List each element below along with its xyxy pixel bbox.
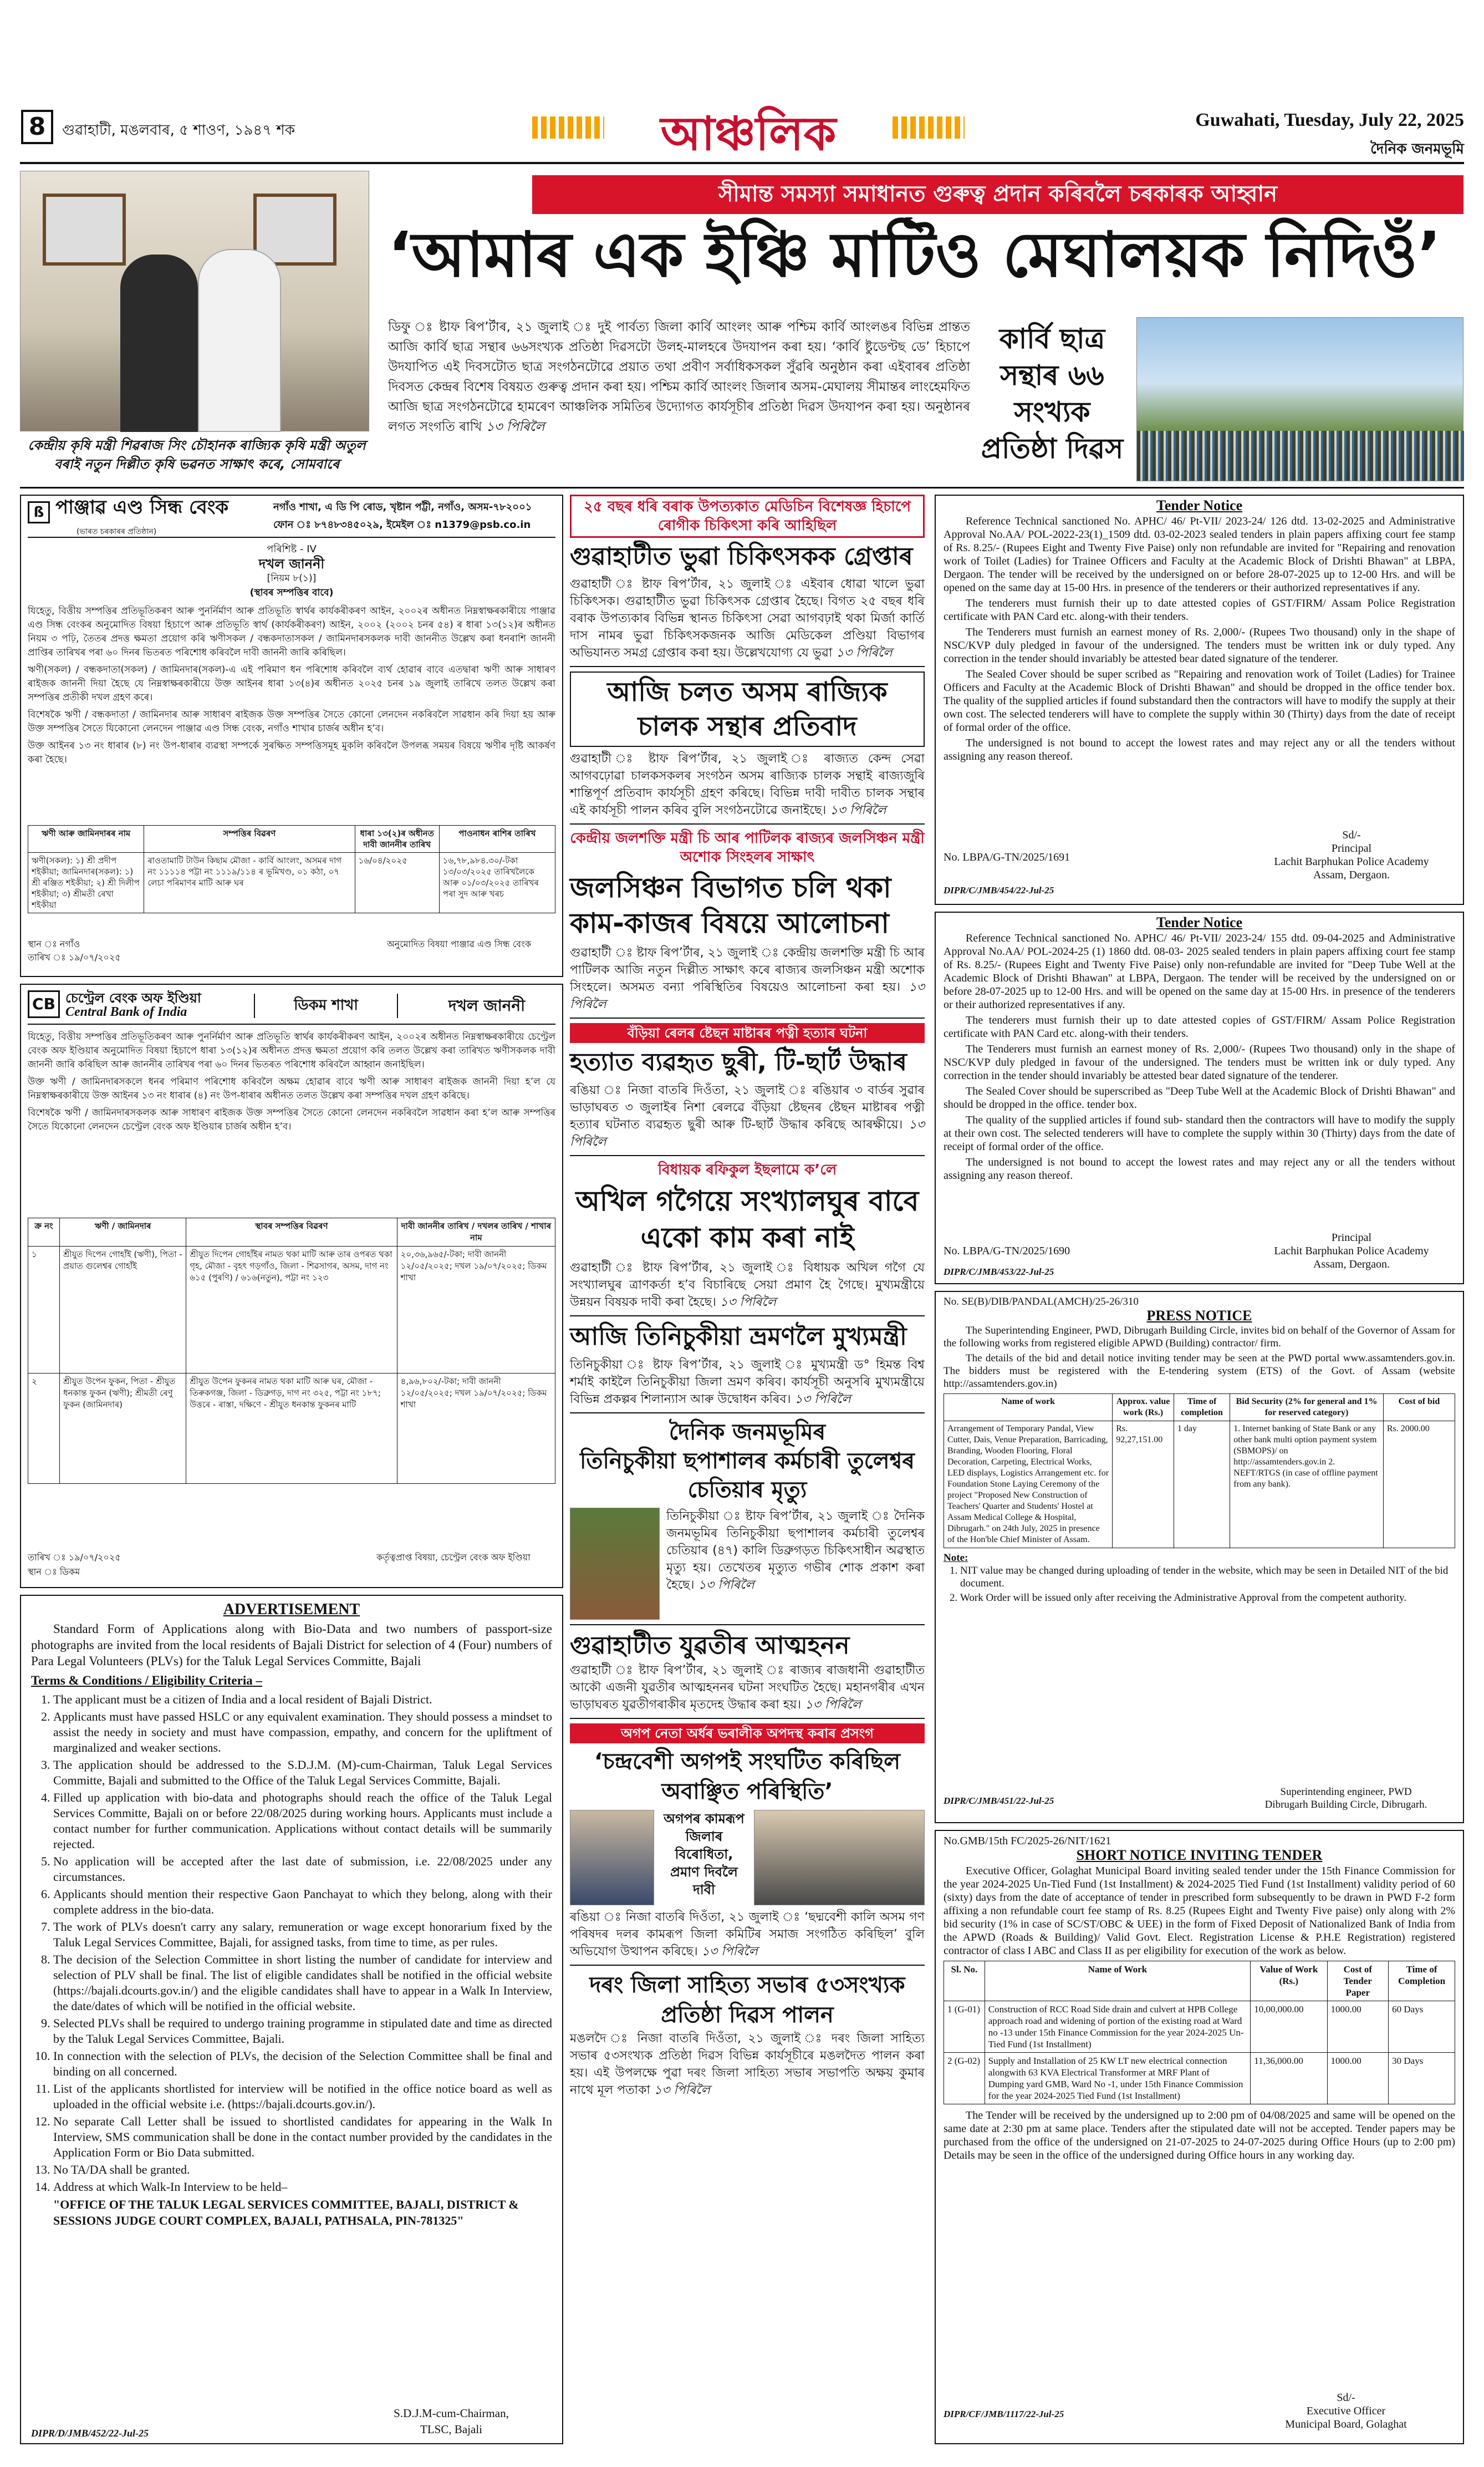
bank1-branch: নগাঁও শাখা, এ ডি পি ৰোড, খৃষ্টান পট্টী, নগাঁও, অসম-৭৮২০০১ xyxy=(273,501,532,513)
advert-terms-list xyxy=(31,1692,552,2195)
short-body: Executive Officer, Golaghat Municipal Board inviting sealed tender under the 15th Finance Commission for the year 2024-2025 Un-Tied Fund (1st Installment) & 2024-2025 Tied Fund (1st Installment) validity period of 60 (sixty) days from the date of acceptance of tender in prescribed form subsequently to be drawn in PWD F-2 form affixing a non refundable court fee stamp of Rs. 8.25 (Rupees Eight and Twenty Five paise) only along with 2% bid security (1% in case of SC/ST/OBC & UEE) in the form of Fixed Deposit of Nationalized Bank of India from the APWD (Roads & Building)/ Valid Govt. Elect. Registration License & P.H.E Registration) registered contractor of class I ABC and Class II as per eligibility for execution of the work as below. xyxy=(944,1865,1455,1957)
news-kicker: কেন্দ্ৰীয় জলশক্তি মন্ত্ৰী চি আৰ পাটিলক ৰাজ্যৰ জলসিঞ্চন মন্ত্ৰী অশোক সিংহলৰ সাক্ষাৎ xyxy=(570,830,925,866)
tender1-p2: The tenderers must furnish their up to date attested copies of GST/FIRM/ Assam Police Registration certificate with PAN Card etc. along-with their tenders. xyxy=(944,597,1455,623)
short-th-cost: Cost of Tender Paper xyxy=(1327,1961,1389,2001)
short-sign: Municipal Board, Golaghat xyxy=(1285,2418,1407,2430)
bank1-date: তাৰিখ ঃ ১৯/০৭/২০২৫ xyxy=(28,952,121,963)
short-row1-cost: 1000.00 xyxy=(1327,2001,1389,2053)
press-ref: No. SE(B)/DIB/PANDAL(AMCH)/25-26/310 xyxy=(944,1296,1139,1308)
short-th-time: Time of Completion xyxy=(1389,1961,1455,2001)
press-sign: Dibrugarh Building Circle, Dibrugarh. xyxy=(1264,1799,1427,1810)
news-headline: হত্যাত ব্যৱহৃত ছুৰী, টি-ছাৰ্ট উদ্ধাৰ xyxy=(570,1048,907,1076)
bank1-rule: [নিয়ম ৮(১)] xyxy=(267,573,317,584)
bank1-logo: ß xyxy=(28,501,50,523)
tender2-sign: Assam, Dergaon. xyxy=(1313,1258,1390,1270)
lead-photo-caption: কেন্দ্ৰীয় কৃষি মন্ত্ৰী শিৱৰাজ সিং চৌহানক ৰাজ্যিক কৃষি মন্ত্ৰী অতুল বৰাই নতুন দিল্লীত কৃষি ভৱনত সাক্ষাৎ কৰে, সোমবাৰে xyxy=(28,438,366,472)
list-item: 14. Address at which Walk-In Interview to be held– xyxy=(53,2179,552,2195)
tender2-p5: The quality of the supplied articles if found sub- standard then the contractors will have to modify the supply at their own cost. The selected tenderers will have to complete the supply within 30 (Thirty) days from the date of receipt of formal order of the office. xyxy=(944,1114,1455,1153)
lead-divider xyxy=(20,487,1464,489)
press-th-time: Time of completion xyxy=(1174,1394,1230,1421)
news-kicker: ২৫ বছৰ ধৰি বৰাক উপত্যকাত মেডিচিন বিশেষজ্ঞ হিচাপে ৰোগীক চিকিৎসা কৰি আহিছিল xyxy=(570,495,925,538)
tender2-ref: No. LBPA/G-TN/2025/1690 xyxy=(944,1245,1070,1257)
press-sign: Superintending engineer, PWD xyxy=(1280,1786,1412,1798)
short-row2-time: 30 Days xyxy=(1389,2053,1455,2104)
tender1-sign: Sd/- xyxy=(1342,829,1361,841)
tender2-sign: Principal xyxy=(1331,1232,1372,1244)
press-th-value: Approx. value work (Rs.) xyxy=(1113,1394,1174,1421)
table-row xyxy=(944,2053,1455,2104)
news-kicker: অগপ নেতা অৰ্ধৰ ভৰালীক অপদস্থ কৰাৰ প্ৰসংগ xyxy=(570,1723,925,1743)
bank2-row2-sl: ২ xyxy=(28,1374,60,1484)
list-item: 13. No TA/DA shall be granted. xyxy=(53,2162,552,2178)
bank1-subname: (ভাৰত চৰকাৰৰ প্ৰতিষ্ঠান) xyxy=(77,527,157,536)
news-headline: ‘চন্দ্ৰবেশী অগপই সংঘটিত কৰিছিল অবাঞ্ছিত পৰিস্থিতি’ xyxy=(594,1749,901,1804)
lead-kicker: সীমান্ত সমস্যা সমাধানত গুৰুত্ব প্ৰদান কৰিবলৈ চৰকাৰক আহ্বান xyxy=(532,175,1463,214)
list-item: 8. The decision of the Selection Committee in short listing the number of candidate for interview and selection of PLV shall be final. The list of eligible candidates shall be notified in the official website (https://bajali.dcourts.gov.in/) and the eligible candidates shall have to appear in a Walk In Interview, the date/dates of which will be notified in the official website. xyxy=(53,1952,552,2014)
short-row2-value: 11,36,000.00 xyxy=(1251,2053,1327,2104)
tender-notice-2 xyxy=(935,912,1464,1284)
list-item: 7. The work of PLVs doesn't carry any salary, remuneration or wage except honorarium fixed by the Taluk Legal Services Committee, Bajali, for assigned tasks, from time to time, as per rules. xyxy=(53,1919,552,1950)
press-work: Arrangement of Temporary Pandal, View Cutter, Dais, Venue Preparation, Barricading, Branding, Wooden Flooring, Floral Decoration, Carpeting, Electrical Works, LED displays, Logistics Arrangement etc. for Foundation Stone Laying Ceremony of the project "Proposed New Construction of Teachers' Quarter and Students' Hostel at Assam Medical College & Hospital, Dibrugarh." on 24th July, 2025 in presence of the Hon'ble Chief Minister of Assam. xyxy=(944,1421,1113,1548)
press-body2: The details of the bid and detail notice inviting tender may be seen at the PWD portal www.assamtenders.gov.in. The bidders must be registered with the E-tendering system (ETS) of the Govt. of Assam (website http://assamtenders.gov.in) xyxy=(944,1352,1455,1390)
paper-name: দৈনিক জনমভূমি xyxy=(1370,141,1464,157)
list-item: 12. No separate Call Letter shall be issued to shortlisted candidates for appearing in the Walk In Interview, SMS communication shall be done in the contact number provided by the candidates in the Application Form or Bio Data submitted. xyxy=(53,2114,552,2160)
news-headline: জলসিঞ্চন বিভাগত চলি থকা কাম-কাজৰ বিষয়ে আলোচনা xyxy=(570,872,891,939)
short-th-sl: Sl. No. xyxy=(944,1961,985,2001)
news-kicker: বঁড়িয়া ৰেলৰ ষ্টেছন মাষ্টাৰৰ পত্নী হত্যাৰ ঘটনা xyxy=(570,1023,925,1043)
bank2-row1-sl: ১ xyxy=(28,1247,60,1374)
short-sign: Executive Officer xyxy=(1306,2405,1386,2417)
list-item: 5. No application will be accepted after the last date of submission, i.e. 22/08/2025 under any circumstances. xyxy=(53,1854,552,1885)
tender1-body: Reference Technical sanctioned No. APHC/ 46/ Pt-VII/ 2023-24/ 126 dtd. 13-02-2025 and Administrative Approval No.AA/ POL-2022-23(1)_1509 dtd. 03-02-2023 sealed tenders in plain papers affixing court fee stamp of Rs. 8.25/- (Rupees Eight and Twenty Five Paise) only non refundable are invited for "Repairing and renovation work of Toilet (Ladies) for Trainee Officers and Faculty at the Academic Block of Drishti Bhawan" at LBPA, Dergaon. The tender will be received by the undersigned on or before 28-07-2025 up to 12-00 Hrs. and will be opened on the same day at 15-00 Hrs. in presence of the tenderers or their authorized representatives if any. xyxy=(944,515,1455,594)
press-body: The Superintending Engineer, PWD, Dibrugarh Building Circle, invites bid on behalf of the Governor of Assam for the following works from registered eligible APWD (Building) contractor/ firm. xyxy=(944,1325,1455,1349)
lead-side-photo xyxy=(1136,317,1463,481)
bank1-property: ৰাওতামাটি টাউন কিছাম মৌজা - কাৰ্বি আংলং, অসমৰ দাগ নং ১১১১৪ পট্টা নং ১১১৯/১১৪ ৰ ভূমিখণ্ড, ০১ কঠা, ০৭ লেচা পৰিমাণৰ মাটি আৰু ঘৰ xyxy=(144,853,355,913)
section-banner xyxy=(532,100,965,160)
bank2-table xyxy=(28,1218,555,1484)
short-row2-sl: 2 (G-02) xyxy=(944,2053,985,2104)
advert-terms-title: Terms & Conditions / Eligibility Criteria – xyxy=(31,1674,262,1687)
bank1-th-demand: ধাৰা ১৩(২)ৰ অধীনত দাবী জাননীৰ তাৰিখ xyxy=(355,826,439,853)
bank1-place: স্থান ঃ নগাঁও xyxy=(28,939,80,949)
news-headline: আজি তিনিচুকীয়া ভ্ৰমণলৈ মুখ্যমন্ত্ৰী xyxy=(570,1322,907,1351)
short-row2-cost: 1000.00 xyxy=(1327,2053,1389,2104)
tender1-dipr: DIPR/C/JMB/454/22-Jul-25 xyxy=(944,885,1054,896)
press-note-title: Note: xyxy=(944,1552,968,1564)
press-th-work: Name of work xyxy=(944,1394,1113,1421)
bank1-borrower: ঋণী(সকল): ১) শ্ৰী প্ৰদীপ শইকীয়া; জামিনদাৰ(সকল): ১) শ্ৰী ৰঞ্জিত শইকীয়া; ২) শ্ৰী দিলীপ শইকীয়া; ৩) শ্ৰীমতী ৰেখা শইকীয়া xyxy=(28,853,144,913)
news-headline: গুৱাহাটীত যুৱতীৰ আত্মহনন xyxy=(570,1631,850,1660)
bank1-body2: ঋণী(সকল) / বন্ধকদাতা(সকল) / জামিনদাৰ(সকল)-এ এই পৰিমাণ ধন পৰিশোধ কৰিবলৈ ব্যৰ্থ হোৱাৰ বাবে এতদ্বাৰা ঋণী আৰু সাধাৰণ ৰাইজক জাননী দিয়া হৈছে যে নিম্নস্বাক্ষৰকাৰীয়ে উক্ত আইনৰ ধাৰা ১৩(৪)ৰ অধীনত ২০২৫ চনৰ ১৯ জুলাই তাৰিখে তলত উল্লেখ কৰা সম্পত্তিৰ প্ৰতীকী দখল গ্ৰহণ কৰে। xyxy=(28,664,555,703)
lead-side-headline: কাৰ্বি ছাত্ৰ সন্থাৰ ৬৬ সংখ্যক প্ৰতিষ্ঠা দিৱস xyxy=(981,323,1124,465)
short-row1-value: 10,00,000.00 xyxy=(1251,2001,1327,2053)
ribbon-left xyxy=(532,116,604,139)
advert-title: ADVERTISEMENT xyxy=(223,1601,360,1618)
table-row xyxy=(28,1374,555,1484)
crowd xyxy=(1137,431,1464,481)
bank1-body3: বিশেষকৈ ঋণী / বন্ধকদাতা / জামিনদাৰ আৰু সাধাৰণ ৰাইজক উক্ত সম্পত্তিৰ সৈতে কোনো লেনদেন নকৰিবলৈ সাৱধান কৰি দিয়া হয় আৰু উক্ত সম্পত্তিৰ সৈতে যিকোনো লেনদেন পাঞ্জাৱ এণ্ড সিন্ধ বেংক, নগাঁও শাখাৰ চাৰ্জৰ অধীন হ’ব। xyxy=(28,709,555,734)
tender1-sign: Lachit Barphukan Police Academy xyxy=(1274,856,1429,868)
list-item: 4. Filled up application with bio-data and photographs should reach the office of the Taluk Legal Services Committe, Bajali on or before 22/08/2025 during working hours. Applicants must include a contact number for further communication. Applications without contact details will be summarily rejected. xyxy=(53,1790,552,1852)
lead-continued: ১৩ পিৰিলৈ xyxy=(486,420,545,434)
bank2-row2-borrower: শ্ৰীযুত উপেন ফুকন, পিতা - শ্ৰীযুত ধনকান্ত ফুকন (ঋণী); শ্ৰীমতী ৰেণু ফুকন (জামিনদাৰ) xyxy=(60,1374,186,1484)
press-th-cost: Cost of bid xyxy=(1383,1394,1455,1421)
news-kicker: বিধায়ক ৰফিকুল ইছলামে ক’লে xyxy=(657,1162,837,1178)
news-body: গুৱাহাটী ঃ ষ্টাফ ৰিপ’ৰ্টাৰ, ২১ জুলাই ঃ এইবাৰ ধোৱা খালে ভুৱা চিকিৎসক। গুৱাহাটীত ভুৱা চিকিৎসক গ্ৰেপ্তাৰ হৈছে। বিগত ২৫ বছৰ ধৰি বৰাক উপত্যকাৰ বিভিন্ন স্থানত চিকিৎসা সেৱা আগবঢ়াই থকা মিৰ্জা কাৰ্তি দাস নামৰ ভুৱা চিকিৎসকজনক আজি মেডিকেল প্ৰণ্ডিয়া বিভাগৰ অভিযানত সমগ্ৰ গ্ৰেপ্তাৰ কৰা হয়। উল্লেখযোগ্য যে ভুৱা ১৩ পিৰিলৈ xyxy=(570,577,925,660)
list-item: 1. The applicant must be a citizen of India and a local resident of Bajali District. xyxy=(53,1692,552,1707)
short-row1-name: Construction of RCC Road Side drain and culvert at HPB College approach road and widening of portion of the existing road at Ward no -13 under 15th Finance Commission for the year 2024-2025 Un-Tied Fund (1st Installment) xyxy=(985,2001,1250,2053)
advert-address: "OFFICE OF THE TALUK LEGAL SERVICES COMMITTEE, BAJALI, DISTRICT & SESSIONS JUDGE COURT COMPLEX, BAJALI, PATHSALA, PIN-781325" xyxy=(53,2198,519,2227)
bank2-th-property: স্থাবৰ সম্পত্তিৰ বিৱৰণ xyxy=(186,1218,397,1247)
press-value: Rs. 92,27,151.00 xyxy=(1113,1421,1174,1548)
bank1-signatory: অনুমোদিত বিষয়া পাঞ্জাৱ এণ্ড সিন্ধ বেংক xyxy=(386,939,532,949)
news-body: ৰঙিয়া ঃ নিজা বাতৰি দিওঁতা, ২১ জুলাই ঃ ৰঙিয়াৰ ৩ বাৰ্ডৰ সুৱাৰ ভাড়াঘৰত ৩ জুলাইৰ নিশা ৰেলৱে বঁড়িয়া ষ্টেছনৰ ষ্টেছন মাষ্টাৰৰ পত্নী হত্যাৰ ঘটনাত ব্যৱহৃত ছুৰী আৰু টি-ছাৰ্ট উদ্ধাৰ কৰিছে আৰক্ষীয়ে। ১৩ পিৰিলৈ xyxy=(570,1084,925,1149)
press-title: PRESS NOTICE xyxy=(1146,1308,1252,1324)
tender-notice-1 xyxy=(935,495,1464,905)
tender2-p3: The Tenderers must furnish an earnest money of Rs. 2,000/- (Rupees Two thousand) only in the shape of NSC/KVP duly pledged in favour of the undersigned. The tenders must be written ink or duly typed. Any correction in the tender should invariably be attested bear dated signature of the tenderer. xyxy=(944,1043,1455,1082)
bank2-signatory: কৰ্তৃত্বপ্ৰাপ্ত বিষয়া, চেণ্ট্ৰেল বেংক অফ ইণ্ডিয়া xyxy=(376,1552,531,1563)
news-headline: আজি চলত অসম ৰাজ্যিক চালক সন্থাৰ প্ৰতিবাদ xyxy=(570,672,925,747)
bank2-date: তাৰিখ ঃ ১৯/০৭/২০২৫ xyxy=(28,1552,121,1563)
bank1-subtitle: (স্থাবৰ সম্পত্তিৰ বাবে) xyxy=(249,587,334,598)
bank2-row1-dates: ২০,৩৬,৯৬৫/-টকা; দাবী জাননী ১২/০৫/২০২৫; দখল ১৯/০৭/২০২৫; ডিকম শাখা xyxy=(397,1247,555,1374)
tender1-p4: The Sealed Cover should be super scribed as "Repairing and renovation work of Toilet (Ladies) for Trainee Officers and Faculty at the Academic Block of Drishti Bhawan" and should be dropped in the office tender box. The quality of the supplied articles if found substandard then the contractors will have to modify the supply at their own cost. The selected tenderers will have to complete the supply within 30 (Thirty) days from the date of receipt of formal order of the office. xyxy=(944,668,1455,734)
news-body: গুৱাহাটী ঃ ষ্টাফ ৰিপ’ৰ্টাৰ, ২১ জুলাই ঃ বিধায়ক অখিল গগৈ যে সংখ্যালঘুৰ ত্ৰাণকৰ্তা হ’ব বিচাৰিছে সেয়া প্ৰমাণ হৈ গৈছে। মুখ্যমন্ত্ৰীয়ে উন্নয়ন বিষয়ক দাবী কৰা হৈছে। ১৩ পিৰিলৈ xyxy=(570,1261,925,1309)
lead-headline: ‘আমাৰ এক ইঞ্চি মাটিও মেঘালয়ক নিদিওঁ’ xyxy=(388,219,1441,291)
news-headline: দৰং জিলা সাহিত্য সভাৰ ৫৩সংখ্যক প্ৰতিষ্ঠা দিৱস পালন xyxy=(589,1972,905,2028)
bank1-th-property: সম্পত্তিৰ বিৱৰণ xyxy=(144,826,355,853)
table-row xyxy=(28,1247,555,1374)
page-number: 8 xyxy=(21,110,53,144)
plv-advertisement xyxy=(20,1595,563,2444)
bank1-appendix: পৰিশিষ্ট - IV xyxy=(267,543,317,555)
bank1-table xyxy=(28,825,555,913)
bank2-row1-borrower: শ্ৰীযুত দিপেন গোহাঁই (ঋণী), পিতা - প্ৰয়াত গুলেশ্বৰ গোহাঁই xyxy=(60,1247,186,1374)
short-footer: The Tender will be received by the undersigned up to 2:00 pm of 04/08/2025 and same will be opened on the same date at 2:30 pm at same place. Tenders after the stipulated date will not be accepted. Tender papers may be purchased from the office of the undersigned on 21-07-2025 to 24-07-2025 during Office Hours (up to 2:00 pm) Details may be seen in the office of the undersigned during Office hours in any working day. xyxy=(944,2109,1455,2161)
bank1-notice xyxy=(20,495,563,977)
press-th-security: Bid Security (2% for general and 1% for reserved category) xyxy=(1230,1394,1384,1421)
list-item: 6. Applicants should mention their respective Gaon Panchayat to which they belong, along with their complete address in the bio-data. xyxy=(53,1886,552,1917)
news-kicker: দৈনিক জনমভূমিৰ xyxy=(669,1420,826,1445)
news-column xyxy=(570,495,925,2444)
date-english: Guwahati, Tuesday, July 22, 2025 xyxy=(1195,110,1464,130)
tender2-p2: The tenderers must furnish their up to date attested copies of GST/FIRM/ Assam Police Registration certificate with PAN Card etc. along-with their tenders. xyxy=(944,1014,1455,1040)
short-row2-name: Supply and Installation of 25 KW LT new electrical connection alongwith 63 KVA Electrical Transformer at MRF Plant of Dumping yard GMB, Ward No -1, under 15th Finance Commission for the year 2024-2025 Tied Fund (1st Installment) xyxy=(985,2053,1250,2104)
list-item: 2. Work Order will be issued only after receiving the Administrative Approval from the competent authority. xyxy=(960,1591,1455,1604)
list-item: 10. In connection with the selection of PLVs, the decision of the Selection Committee shall be final and binding on all concerned. xyxy=(53,2048,552,2079)
news-body: মঙলদৈ ঃ নিজা বাতৰি দিওঁতা, ২১ জুলাই ঃ দৰং জিলা সাহিত্য সভাৰ ৫৩সংখ্যক প্ৰতিষ্ঠা দিৱস বিভিন্ন কাৰ্যসূচীৰে মঙলদৈত পালন কৰা হয়। এই উপলক্ষে পুৱা দৰং জিলা সাহিত্য সভাৰ সভাপতি অক্ষয় কুমাৰ নাথে মূল পতাকা ১৩ পিৰিলৈ xyxy=(570,2032,925,2097)
news-body: গুৱাহাটী ঃ ষ্টাফ ৰিপ’ৰ্টাৰ, ২১ জুলাই ঃ কেন্দ্ৰীয় জলশক্তি মন্ত্ৰী চি আৰ পাটিলক আজি নতুন দিল্লীত সাক্ষাৎ কৰে ৰাজ্যৰ জলসিঞ্চন মন্ত্ৰী অশোক সিংহলে। অসমত বন্যা পৰিস্থিতিৰ বিষয়েও আলোচনা কৰা হয়। ১৩ পিৰিলৈ xyxy=(570,946,925,1011)
short-row1-sl: 1 (G-01) xyxy=(944,2001,985,2053)
short-title: SHORT NOTICE INVITING TENDER xyxy=(1076,1847,1323,1863)
date-assamese: গুৱাহাটী, মঙলবাৰ, ৫ শাওণ, ১৯৪৭ শক xyxy=(62,122,295,139)
bank2-th-borrower: ঋণী / জামিনদাৰ xyxy=(60,1218,186,1247)
portrait-frame-left xyxy=(43,194,126,266)
bank2-row2-dates: ৪,৯৬,৮০২/-টকা; দাবী জাননী ১২/০৫/২০২৫; দখল ১৯/০৭/২০২৫; ডিকম শাখা xyxy=(397,1374,555,1484)
tender2-body: Reference Technical sanctioned No. APHC/ 46/ Pt-VII/ 2023-24/ 155 dtd. 09-04-2025 and Administrative Approval No.AA/ POL-2024-25 (1) 1860 dtd. 08-03- 2025 sealed tenders in plain papers affixing court fee stamp of Rs. 8.25/- (Rupees Eight and Twenty Five Paise) only non-refundable are invited for "Deep Tube Well at the Academic Block of Drishti Bhawan" at LBPA, Dergaon. The tender will be received by the undersigned on or before 28-07-2025 up to 12-00 Hrs. and will be opened on the same day at 15-00 Hrs. in presence of the tenderers or their authorized representatives if any. xyxy=(944,932,1455,1011)
advert-intro: Standard Form of Applications along with Bio-Data and two numbers of passport-size photographs are invited from the local residents of Bajali District for selection of 4 (Four) numbers of Para Legal Volunteers (PLVs) for the Taluk Legal Services Committe, Bajali xyxy=(31,1622,552,1668)
short-ref: No.GMB/15th FC/2025-26/NIT/1621 xyxy=(944,1835,1111,1847)
news-body: গুৱাহাটী ঃ ষ্টাফ ৰিপ’ৰ্টাৰ, ২১ জুলাই ঃ ৰাজ্যৰ ৰাজধানী গুৱাহাটীত আকৌ এজনী যুৱতীৰ আত্মহননৰ ঘটনা সংঘটিত হৈছে। মহানগৰীৰ এখন ভাড়াঘৰত যুৱতীগৰাকীৰ মৃতদেহ উদ্ধাৰ কৰা হয়। ১৩ পিৰিলৈ xyxy=(570,1664,925,1712)
masthead-rule xyxy=(20,162,1464,164)
tender1-p3: The Tenderers must furnish an earnest money of Rs. 2,000/- (Rupees Two thousand) only in the shape of NSC/KVP duly pledged in favour of the undersigned. The tenders must be written ink or duly typed. Any correction in the tender should invariably be attested bear dated signature of the tenderer. xyxy=(944,626,1455,665)
short-row1-time: 60 Days xyxy=(1389,2001,1455,2053)
advert-ref: DIPR/D/JMB/452/22-Jul-25 xyxy=(31,2428,149,2439)
list-item: 2. Applicants must have passed HSLC or any equivalent examination. They should possess a mindset to assist the needy in society and must have compassion, empathy, and concern for the upliftment of marginalized and weaker sections. xyxy=(53,1709,552,1756)
press-cost: Rs. 2000.00 xyxy=(1383,1421,1455,1548)
bank2-branch: ডিকম শাখা xyxy=(254,994,398,1018)
bank1-outstanding: ১৬,৭৮,৯৮৪.৩০/-টকা ১৩/০৩/২০২৫ তাৰিখলৈকে আৰু ০১/০৩/২০২৫ তাৰিখৰ পৰা সুদ আৰু খৰচ xyxy=(439,853,555,913)
bank2-name-as: চেণ্ট্ৰেল বেংক অফ ইণ্ডিয়া xyxy=(65,990,201,1006)
tender1-title: Tender Notice xyxy=(1156,497,1243,513)
lead-body: ডিফু ঃ ষ্টাফ ৰিপ’ৰ্টাৰ, ২১ জুলাই ঃ দুই পাৰ্বত্য জিলা কাৰ্বি আংলং আৰু পশ্চিম কাৰ্বি আংলঙৰ বিভিন্ন প্ৰান্তত আজি কাৰ্বি ছাত্ৰ সন্থাৰ ৬৬সংখ্যক প্ৰতিষ্ঠা দিৱসটো উলহ-মালহৰে উদযাপন কৰা হয়। ‘কাৰ্বি ষ্টুডেণ্টছ ডে’ হিচাপে উদযাপিত এই দিবসটোত ছাত্ৰ সংগঠনটোৱে প্ৰয়াত তথা প্ৰবীণ সৰ্বাধিকসকল সুঁৱৰি অনুষ্ঠান কৰা এইবাৰৰ প্ৰতিষ্ঠা দিবসত কেন্দ্ৰৰ বিশেষ বিষয়ত গুৰুত্ব প্ৰদান কৰা হয়। পশ্চিম কাৰ্বি আংলং জিলাৰ অসম-মেঘালয় সীমান্তৰ লাংহেমফিত আজি ছাত্ৰ সংগঠনটোৱে হামৰেণ আঞ্চলিক সমিতিৰ উদ্যোগত কাৰ্যসূচীৰ প্ৰতিষ্ঠা দিৱস উদযাপন কৰা হয়। অনুষ্ঠানৰ লগত সংগতি ৰাখি ১৩ পিৰিলৈ xyxy=(388,320,970,434)
bank2-body1: যিহেতু, বিত্তীয় সম্পত্তিৰ প্ৰতিভূতিকৰণ আৰু পুনৰ্নিৰ্মাণ আৰু প্ৰতিভূতি স্বাৰ্থৰ কাৰ্যকৰীকৰণ আইন, ২০০২ৰ অধীনত নিম্নস্বাক্ষৰকাৰীয়ে চেণ্ট্ৰেল বেংক অফ ইণ্ডিয়াৰ অনুমোদিত বিষয়া হিচাপে ধাৰা ১৩(১২)ৰ অধীনত প্ৰদত্ত ক্ষমতা প্ৰয়োগ কৰি তলত উল্লেখ কৰা তাৰিখত ঋণীসকলক দাবী জাননী জাৰি কৰিছিল আৰু জাননীৰ তাৰিখৰ পৰা ৬০ দিনৰ ভিতৰত পৰিশোধ কৰিবলৈ আহ্বান জনাইছিল। xyxy=(28,1031,555,1070)
short-table xyxy=(944,1961,1455,2104)
bank2-place: স্থান ঃ ডিকম xyxy=(28,1566,80,1577)
bank1-th-borrower: ঋণী আৰু জামিনদাৰৰ নাম xyxy=(28,826,144,853)
bank1-demand-date: ১৬/০৪/২০২৫ xyxy=(355,853,439,913)
press-dipr: DIPR/C/JMB/451/22-Jul-25 xyxy=(944,1795,1054,1806)
tender1-sign: Principal xyxy=(1331,842,1372,854)
bank2-notice xyxy=(20,984,563,1588)
person-right xyxy=(198,249,281,432)
press-security: 1. Internet banking of State Bank or any other bank multi option payment system (SBMOPS)/ on http://assamtenders.gov.in 2. NEFT/RTGS (in case of offline payment from any bank). xyxy=(1230,1421,1384,1548)
short-notice xyxy=(935,1830,1464,2444)
person-left xyxy=(120,255,198,432)
tender1-ref: No. LBPA/G-TN/2025/1691 xyxy=(944,851,1070,863)
bank2-row1-property: শ্ৰীযুত দিপেন গোহাঁইৰ নামত থকা মাটি আৰু তাৰ ওপৰত থকা গৃহ, মৌজা - বৃহৎ গড়গাঁও, জিলা - শিৱসাগৰ, অসম, দাগ নং ৬১৫ (পুৰণি) / ৬১৬(নতুন), পট্টা নং ১২৩ xyxy=(186,1247,397,1374)
bank2-body3: বিশেষকৈ ঋণী / জামিনদাৰসকলক আৰু সাধাৰণ ৰাইজক উক্ত সম্পত্তিৰ সৈতে কোনো লেনদেন নকৰিবলৈ সাৱধান কৰা হ’ল আৰু সম্পত্তিৰ সৈতে যিকোনো লেনদেন চেণ্ট্ৰেল বেংক অফ ইণ্ডিয়াৰ চাৰ্জৰ অধীন হ’ব। xyxy=(28,1107,555,1132)
news-photo-caption: অগপৰ কামৰূপ জিলাৰ বিৰোধিতা, প্ৰমাণ দিবলৈ দাবী xyxy=(664,1811,744,1898)
tender1-sign: Assam, Dergaon. xyxy=(1313,869,1390,881)
section-title: আঞ্চলিক xyxy=(660,106,837,161)
tender2-p6: The undersigned is not bound to accept the lowest rates and may reject any or all the tenders without assigning any reason thereof. xyxy=(944,1156,1455,1182)
ribbon-right xyxy=(893,116,965,139)
tender2-title: Tender Notice xyxy=(1156,914,1243,930)
news-body: ৰঙিয়া ঃ নিজা বাতৰি দিওঁতা, ২১ জুলাই ঃ ‘ছদ্মবেশী কালি অসম গণ পৰিষদৰ দলৰ কামৰূপ জিলা কমিটিৰ সমাজ সংগঠিত কৰিছিল’ বুলি অভিযোগ উত্থাপন কৰিছে। ১৩ পিৰিলৈ xyxy=(570,1910,925,1959)
press-notice xyxy=(935,1291,1464,1823)
news-headline: গুৱাহাটীত ভুৱা চিকিৎসকক গ্ৰেপ্তাৰ xyxy=(570,542,913,571)
list-item: 3. The application should be addressed to the S.D.J.M. (M)-cum-Chairman, Taluk Legal Services Committe, Bajali and submitted to the Office of the Taluk Legal Services Committe, Bajali. xyxy=(53,1757,552,1788)
lead-photo xyxy=(20,171,369,431)
bank1-contact: ফোন ঃ ৮৭৪৮৩৪৫০২৯, ইমেইল ঃ n1379@psb.co.in xyxy=(273,519,531,531)
bank2-th-dates: দাবী জাননীৰ তাৰিখ / দখলৰ তাৰিখ / শাখাৰ নাম xyxy=(397,1218,555,1247)
list-item: 1. NIT value may be changed during uploading of tender in the website, which may be seen in Detailed NIT of the bid document. xyxy=(960,1564,1455,1590)
bank1-body1: যিহেতু, বিত্তীয় সম্পত্তিৰ প্ৰতিভূতিকৰণ আৰু পুনৰ্নিৰ্মাণ আৰু প্ৰতিভূতি স্বাৰ্থৰ কাৰ্যকৰীকৰণ আইন, ২০০২ৰ অধীনত নিম্নস্বাক্ষৰকাৰীয়ে পাঞ্জাৱ এণ্ড সিন্ধ বেংকৰ অনুমোদিত বিষয়া হিচাপে আৰু প্ৰতিভূতি স্বাৰ্থ (কাৰ্যকৰীকৰণ) আইন, ২০০২ (২০০২ চনৰ ৫৪) ৰ ধাৰা ১৩(১২)ৰ অধীনত নিয়ম ৩ পঢ়ি, তৈতৰ প্ৰদত্ত ক্ষমতা প্ৰয়োগ কৰি ঋণীসকল / বন্ধকদাতাসকল / জামিনদাৰসকলক দাবী জাননীত উল্লেখ কৰা ধনৰাশি জাননী প্ৰাপ্তিৰ তাৰিখৰ পৰা ৬০ দিনৰ ভিতৰত পৰিশোধ কৰিবলৈ দাবী জাননী জাৰি কৰিছিল। xyxy=(28,606,555,658)
list-item: 11. List of the applicants shortlisted for interview will be notified in the office notice board as well as uploaded in the official website i.e. (https://bajali.dcourts.gov.in/). xyxy=(53,2081,552,2112)
bank1-body4: উক্ত আইনৰ ১৩ নং ধাৰাৰ (৮) নং উপ-ধাৰাৰ ব্যৱস্থা সম্পৰ্কে সুৰক্ষিত সম্পত্তিসমূহ মুকলি কৰিবলৈ উপলব্ধ সময়ৰ বিষয়ে ঋণীৰ দৃষ্টি আকৰ্ষণ কৰা হৈছে। xyxy=(28,740,555,765)
short-dipr: DIPR/CF/JMB/1117/22-Jul-25 xyxy=(944,2409,1064,2419)
short-th-value: Value of Work (Rs.) xyxy=(1251,1961,1327,2001)
news-body: গুৱাহাটী ঃ ষ্টাফ ৰিপ’ৰ্টাৰ, ২১ জুলাই ঃ ৰাজ্যত কেন্দ সেৱা আগবঢ়োৱা চালকসকলৰ সংগঠন অসম ৰাজ্যিক চালক সন্থাই ৰাজ্যজুৰি শান্তিপূৰ্ণ প্ৰতিবাদ কাৰ্যসূচী গ্ৰহণ কৰিছে। বিভিন্ন দাবী দাবীত চালক সন্থাৰ এই কাৰ্যসূচী পালন কৰিব বুলি সংগঠনটোৱে জনাইছে। ১৩ পিৰিলৈ xyxy=(570,752,925,817)
press-table xyxy=(944,1393,1455,1548)
news-headline: তিনিচুকীয়া ছপাশালৰ কৰ্মচাৰী তুলেশ্বৰ চেতিয়াৰ মৃত্যু xyxy=(580,1448,915,1503)
advert-signatory: S.D.J.M-cum-Chairman, TLSC, Bajali xyxy=(394,2407,509,2436)
bank1-name: পাঞ্জাৱ এণ্ড সিন্ধ বেংক xyxy=(55,496,229,518)
bank2-row2-property: শ্ৰীযুত উপেন ফুকনৰ নামত থকা মাটি আৰু ঘৰ, মৌজা - তিৰুকগঞ্জ, জিলা - ডিব্ৰুগড়, দাগ নং ৩২৫, পট্টা নং ১৮৭; উত্তৰে - ৰাস্তা, দক্ষিণে - শ্ৰীযুত ধনকান্ত ফুকনৰ মাটি xyxy=(186,1374,397,1484)
tender2-dipr: DIPR/C/JMB/453/22-Jul-25 xyxy=(944,1266,1054,1277)
bank1-title: দখল জাননী xyxy=(258,556,325,572)
tender1-p5: The undersigned is not bound to accept the lowest rates and may reject any or all the tenders without assigning any reason thereof. xyxy=(944,737,1455,762)
bank2-name-en: Central Bank of India xyxy=(65,1005,187,1019)
news-body: তিনিচুকীয়া ঃ ষ্টাফ ৰিপ’ৰ্টাৰ, ২১ জুলাই ঃ মুখ্যমন্ত্ৰী ড° হিমন্ত বিশ্ব শৰ্মাই কাইলৈ তিনিচুকীয়া জিলা ভ্ৰমণ কৰিব। কাৰ্যসূচী অনুসৰি মুখ্যমন্ত্ৰীয়ে বিভিন্ন প্ৰকল্পৰ শিলান্যাস আৰু উদ্বোধন কৰিব। ১৩ পিৰিলৈ xyxy=(570,1358,925,1406)
table-row xyxy=(944,2001,1455,2053)
bank2-logo: CB xyxy=(28,990,60,1018)
table-row xyxy=(944,1421,1455,1548)
tender2-p4: The Sealed Cover should be superscribed as "Deep Tube Well at the Academic Block of Drishti Bhawan" and should be dropped in the office. tender box. xyxy=(944,1085,1455,1111)
obituary-photo xyxy=(570,1508,660,1620)
politician-photo xyxy=(754,1810,925,1905)
bank2-title: দখল জাননী xyxy=(448,996,526,1015)
press-time: 1 day xyxy=(1174,1421,1230,1548)
list-item: 9. Selected PLVs shall be required to undergo training programme in stipulated date and time as directed by the Taluk Legal Services Committee, Bajali. xyxy=(53,2016,552,2047)
bank2-th-sl: ক্ৰ নং xyxy=(28,1218,60,1247)
politician-photo xyxy=(570,1810,654,1905)
bank2-body2: উক্ত ঋণী / জামিনদাৰসকলে ধনৰ পৰিমাণ পৰিশোধ কৰিবলৈ অক্ষম হোৱাৰ বাবে ঋণী আৰু সাধাৰণ ৰাইজক জাননী দিয়া হ’ল যে নিম্নস্বাক্ষৰকাৰীয়ে উক্ত আইনৰ ১৩ নং ধাৰাৰ (৪) নং উপ-ধাৰাৰ অধীনত তলত উল্লেখ কৰা সম্পত্তিৰ দখল গ্ৰহণ কৰিছে। xyxy=(28,1076,555,1101)
short-th-name: Name of Work xyxy=(985,1961,1250,2001)
news-body: তিনিচুকীয়া ঃ ষ্টাফ ৰিপ’ৰ্টাৰ, ২১ জুলাই ঃ দৈনিক জনমভূমিৰ তিনিচুকীয়া ছপাশালৰ কৰ্মচাৰী তুলেশ্বৰ চেতিয়াৰ (৪৭) কালি ডিব্ৰুগড়ত চিকিৎসাধীন অৱস্থাত মৃত্যু হয়। তেখেতৰ মৃত্যুত গভীৰ শোক প্ৰকাশ কৰা হৈছে। ১৩ পিৰিলৈ xyxy=(666,1509,925,1592)
short-sign: Sd/- xyxy=(1337,2392,1355,2404)
tender2-sign: Lachit Barphukan Police Academy xyxy=(1274,1245,1429,1257)
news-headline: অখিল গগৈয়ে সংখ্যালঘুৰ বাবে একো কাম কৰা নাই xyxy=(575,1185,919,1254)
bank1-th-outstanding: পাওনাধন ৰাশিৰ তাৰিখ xyxy=(439,826,555,853)
